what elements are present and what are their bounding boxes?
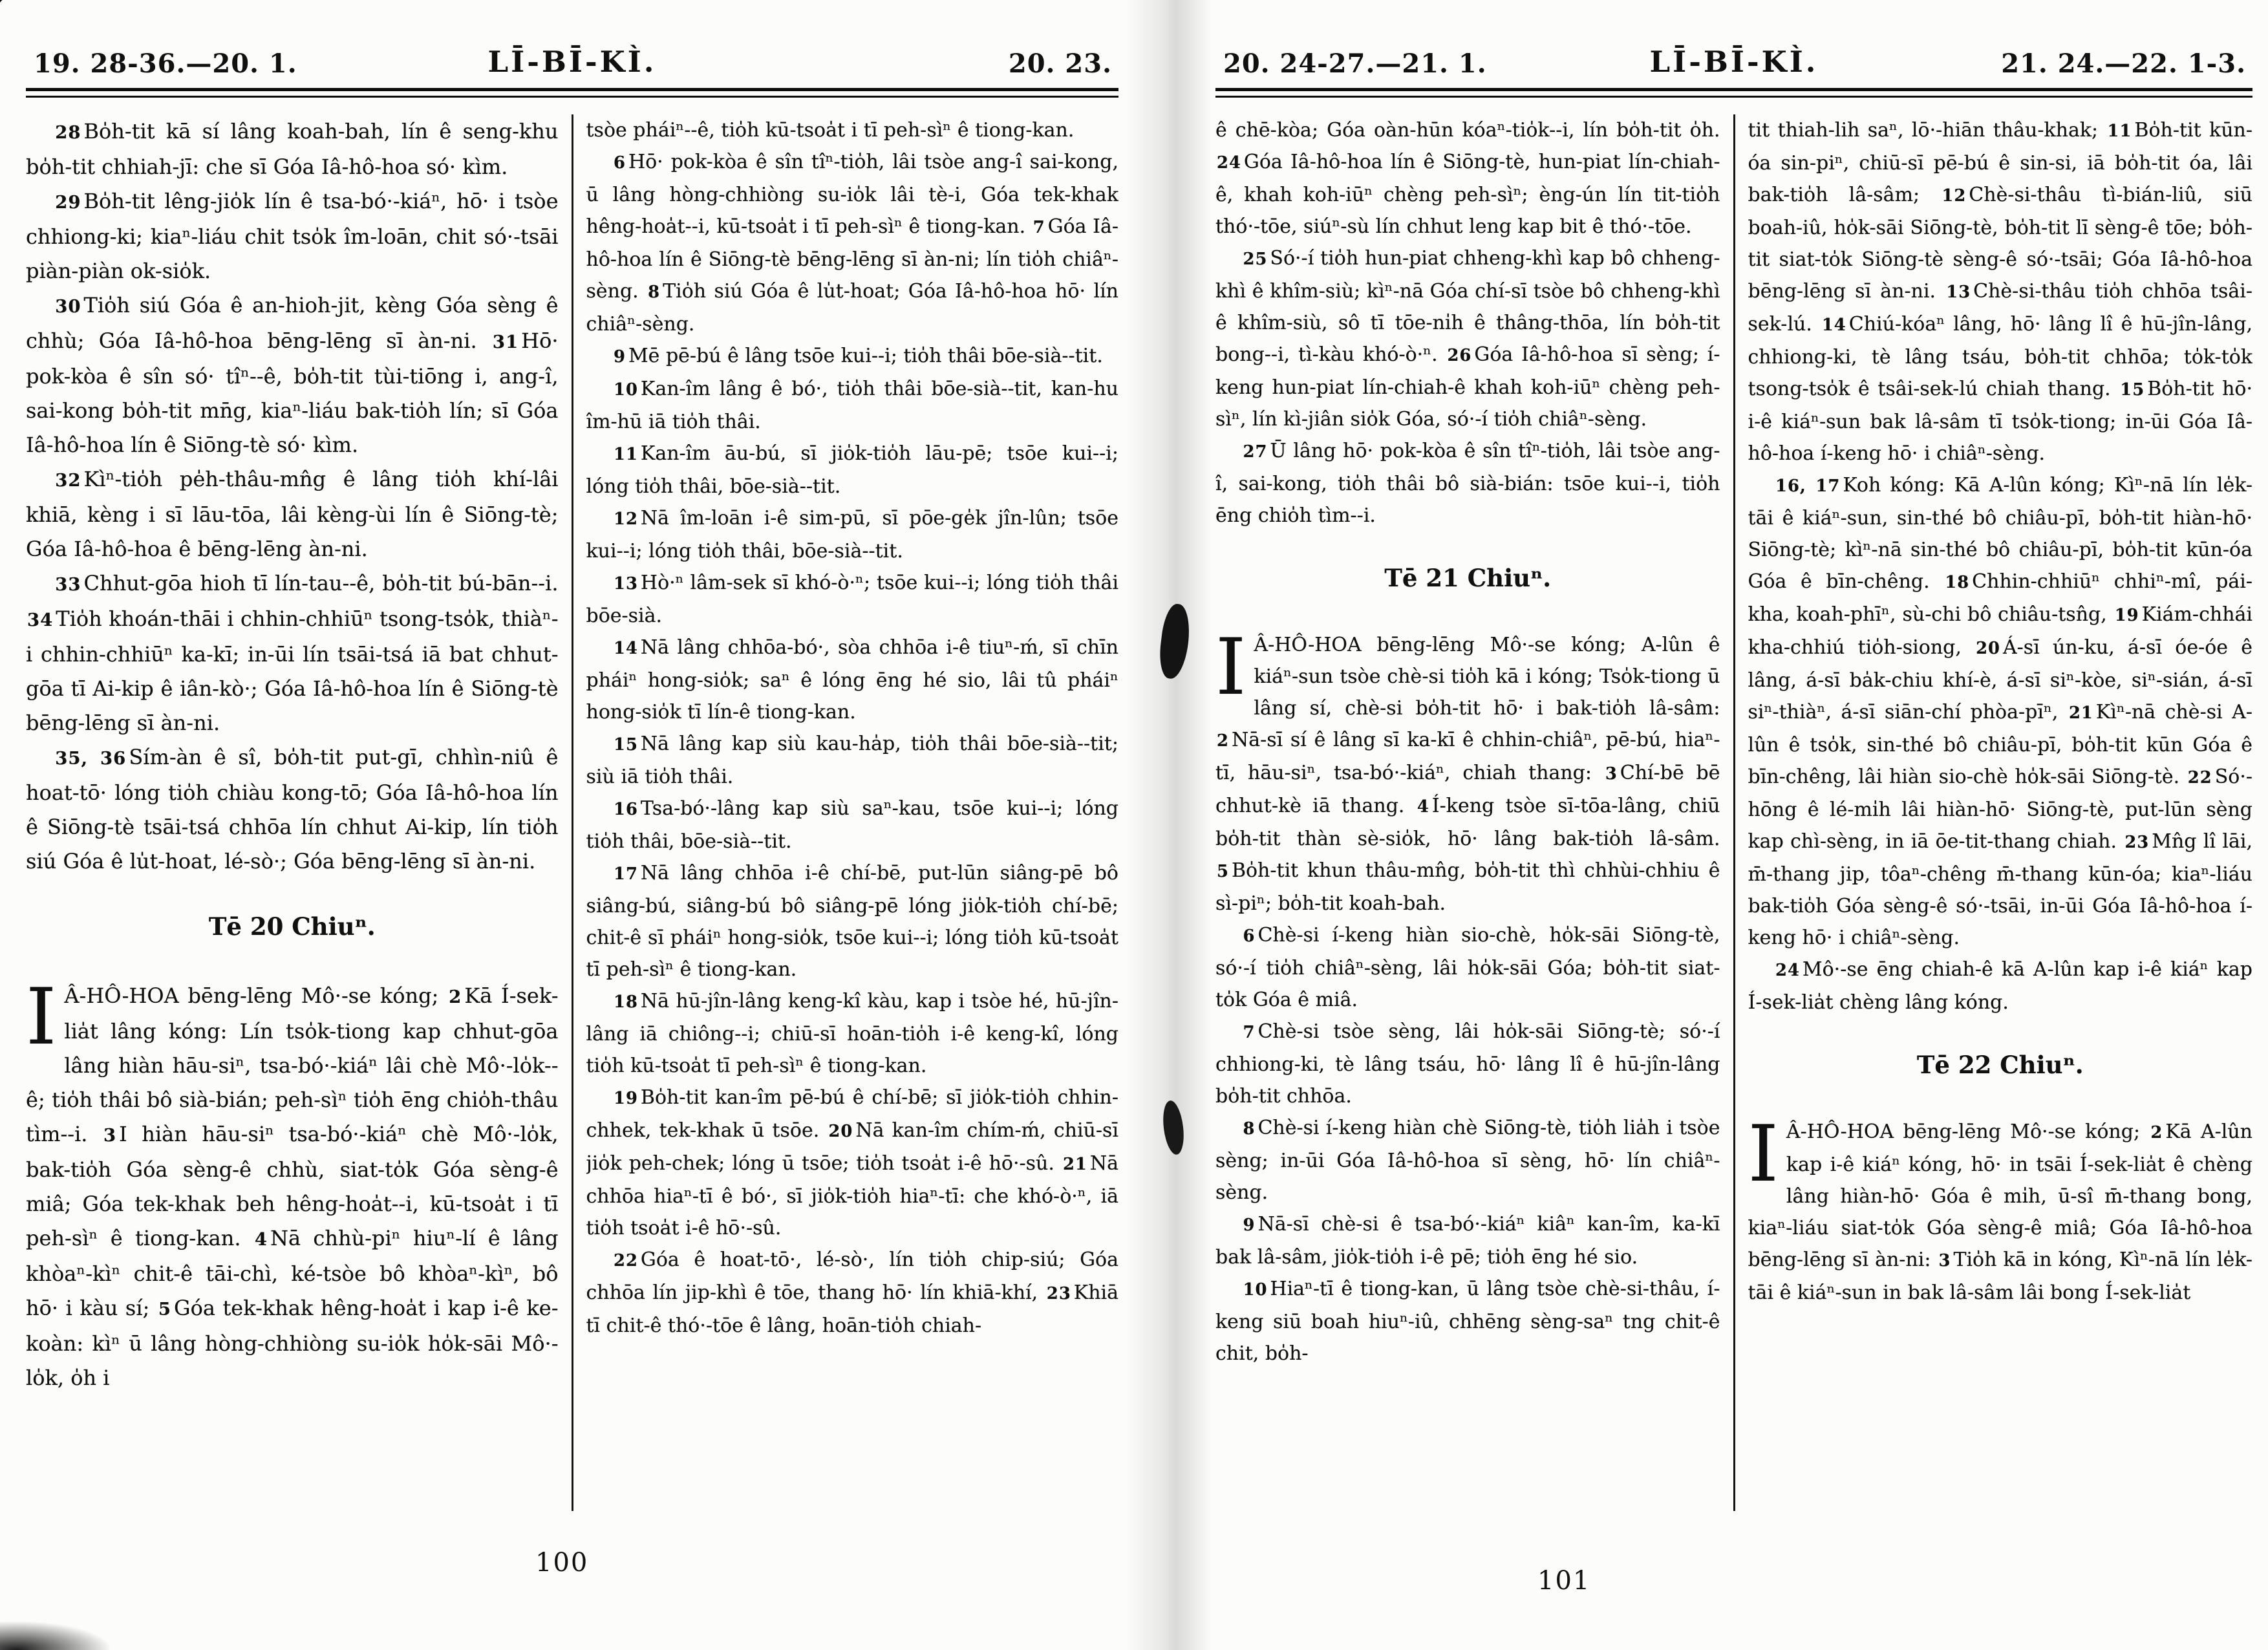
- verse-paragraph: I Â-HÔ-HOA bēng-lēng Mô·-se kóng; 2 Kā A-lûn kap i-ê kiáⁿ kóng, hō· in tsāi Í-sek-lia̍t ê chèng lâng hiàn-hō· Góa ê mi̍h, ū-sî m̄-thang bong, kiaⁿ-liáu siat-to̍k Góa sèng-ê miâ; Góa Iâ-hô-hoa bēng-lēng sī àn-ni: 3 Tio̍h kā in kóng, Kìⁿ-nā lín le̍k-tāi ê kiáⁿ-sun in bak lâ-sâm lâi bong Í-sek-lia̍t: [1748, 1109, 2252, 1304]
- verse-number: 33: [55, 574, 81, 595]
- verse-number: 18: [1945, 573, 1970, 592]
- verse-paragraph: 27 Ū lâng hō· pok-kòa ê sîn tîⁿ-tio̍h, lâi tsòe ang-î, sai-kong, tio̍h thâi bô sià-bián: tsōe kui--i, tio̍h ēng chio̍h tìm--i.: [1215, 440, 1720, 527]
- drop-cap: I: [1748, 1109, 1779, 1199]
- verse-number: 5: [1217, 862, 1229, 881]
- verse-paragraph: 24 Mô·-se ēng chiah-ê kā A-lûn kap i-ê kiáⁿ kap Í-sek-lia̍t chèng lâng kóng.: [1748, 958, 2252, 1014]
- column-left: [26, 114, 559, 1511]
- verse-paragraph: I Â-HÔ-HOA bēng-lēng Mô·-se kóng; 2 Kā Í-sek-lia̍t lâng kóng: Lín tso̍k-tiong kap chhut-gōa lâng hiàn hāu-siⁿ, tsa-bó·-kiáⁿ lâi chè Mô·-lo̍k--ê; tio̍h thâi bô sià-bián; peh-sìⁿ tio̍h ēng chio̍h-thâu tìm--i. 3 I hiàn hāu-siⁿ tsa-bó·-kiáⁿ chè Mô·-lo̍k, bak-tio̍h Góa sèng-ê chhù, siat-to̍k Góa sèng-ê miâ; Góa tek-khak beh hêng-hoa̍t--i, kū-tsoa̍t i tī peh-sìⁿ ê tiong-kan. 4 Nā chhù-piⁿ hiuⁿ-lí ê lâng khòaⁿ-kìⁿ chit-ê tāi-chì, ké-tsòe bô khòaⁿ-kìⁿ, bô hō· i kàu sí; 5 Góa tek-khak hêng-hoa̍t i kap i-ê ke-koàn: kìⁿ ū lâng hòng-chhiòng su-io̍k ho̍k-sāi Mô·-lo̍k, o̍h i: [26, 972, 559, 1390]
- book-title: LĪ-BĪ-KÌ.: [1649, 45, 1819, 79]
- chapter-heading: Tē 22 Chiuⁿ.: [1916, 1051, 2084, 1079]
- chapter-heading: Tē 21 Chiuⁿ.: [1384, 564, 1552, 592]
- verse-range-right: 20. 23.: [1008, 48, 1112, 79]
- book-title: LĪ-BĪ-KÌ.: [487, 45, 657, 79]
- verse-range-left: 19. 28-36.—20. 1.: [34, 48, 297, 79]
- verse-number: 11: [614, 445, 638, 464]
- header-double-rule: [1215, 88, 2252, 98]
- verse-number: 3: [103, 1125, 117, 1146]
- verse-number: 28: [55, 122, 81, 143]
- verse-paragraph: 10 Hiaⁿ-tī ê tiong-kan, ū lâng tsòe chè-si-thâu, í-keng siū boah hiuⁿ-iû, chhēng sèng-saⁿ tng chit-ê chit, bo̍h-: [1215, 1278, 1720, 1365]
- verse-paragraph: ê chē-kòa; Góa oàn-hūn kóaⁿ-tio̍k--i, lín bo̍h-tit o̍h. 24 Góa Iâ-hô-hoa lín ê Siōng-tè, hun-piat lín-chiah-ê, khah koh-iūⁿ chèng peh-sìⁿ; èng-ún lín tit-tio̍h thó·-tōe, siúⁿ-sù lín chhut leng kap bit ê thó·-tōe.: [1215, 119, 1720, 238]
- scan-edge-smudge: [0, 1622, 110, 1650]
- verse-paragraph: 7 Chè-si tsòe sèng, lâi ho̍k-sāi Siōng-tè; só·-í chhiong-ki, tè lâng tsáu, hō· lâng lî ê hū-jîn-lâng bo̍h-tit chhōa.: [1215, 1020, 1720, 1108]
- verse-number: 4: [1417, 797, 1429, 817]
- verse-number: 23: [2124, 833, 2150, 852]
- verse-number: 4: [254, 1229, 268, 1250]
- verse-number: 30: [55, 296, 81, 317]
- verse-paragraph: 8 Chè-si í-keng hiàn chè Siōng-tè, tio̍h lia̍h i tsòe sèng; in-ūi Góa Iâ-hô-hoa sī sèng, hō· lín chiâⁿ-sèng.: [1215, 1117, 1720, 1204]
- verse-paragraph: 25 Só·-í tio̍h hun-piat chheng-khì kap bô chheng-khì ê khîm-siù; kìⁿ-nā Góa chí-sī tsòe bô chheng-khì ê khîm-siù, sô tī tōe-ni̍h ê thâng-thōa, lín bo̍h-tit bong--i, tì-kàu khó-ò·ⁿ. 26 Góa Iâ-hô-hoa sī sèng; í-keng hun-piat lín-chiah-ê khah koh-iūⁿ chèng peh-sìⁿ, lín kì-jiân sio̍k Góa, só·-í tio̍h chiâⁿ-sèng.: [1215, 247, 1720, 431]
- verse-number: 32: [55, 470, 81, 491]
- verse-paragraph: 30 Tio̍h siú Góa ê an-hioh-jit, kèng Góa sèng ê chhù; Góa Iâ-hô-hoa bēng-lēng sī àn-ni. 31 Hō· pok-kòa ê sîn só· tîⁿ--ê, bo̍h-tit tùi-tiōng i, ang-î, sai-kong bo̍h-tit mn̄g, kiaⁿ-liáu bak-tio̍h lín; sī Góa Iâ-hô-hoa lín ê Siōng-tè só· kìm.: [26, 293, 559, 457]
- verse-number: 20: [828, 1122, 853, 1141]
- verse-number: 14: [1821, 316, 1846, 335]
- verse-number: 15: [2120, 380, 2145, 400]
- verse-paragraph: tit thiah-lih saⁿ, lō·-hiān thâu-khak; 11 Bo̍h-tit kūn-óa sin-piⁿ, chiū-sī pē-bú ê sin-si, iā bo̍h-tit óa, lâi bak-tio̍h lâ-sâm; 12 Chè-si-thâu tì-bián-liû, siū boah-iû, ho̍k-sāi Siōng-tè, bo̍h-tit lī sèng-ê tōe; bo̍h-tit siat-to̍k Siōng-tè sèng-ê só·-tsāi; Góa Iâ-hô-hoa bēng-lēng sī àn-ni. 13 Chè-si-thâu tio̍h chhōa tsâi-sek-lú. 14 Chiú-kóaⁿ lâng, hō· lâng lî ê hū-jîn-lâng, chhiong-ki, tè lâng tsáu, bo̍h-tit chhōa; to̍k-to̍k tsong-tso̍k ê tsâi-sek-lú chiah thang. 15 Bo̍h-tit hō· i-ê kiáⁿ-sun bak lâ-sâm tī tso̍k-tiong; in-ūi Góa Iâ-hô-hoa í-keng hō· i chiâⁿ-sèng.: [1748, 119, 2252, 465]
- verse-number: 24: [1775, 961, 1800, 980]
- verse-number: 21: [2068, 703, 2093, 723]
- verse-number: 13: [1946, 283, 1971, 302]
- verse-range-right: 21. 24.—22. 1-3.: [2001, 48, 2246, 79]
- verse-number: 19: [614, 1089, 638, 1108]
- page-number: 100: [535, 1548, 589, 1578]
- verse-paragraph: 12 Nā îm-loān i-ê sim-pū, sī pōe-ge̍k jîn-lûn; tsōe kui--i; lóng tio̍h thâi, bōe-sià--tit.: [586, 507, 1118, 562]
- verse-number: 35, 36: [55, 748, 127, 769]
- verse-number: 17: [614, 864, 638, 884]
- drop-cap: I: [26, 972, 57, 1062]
- verse-number: 29: [55, 192, 81, 213]
- column-divider: [1733, 114, 1735, 1511]
- verse-number: 2: [2150, 1123, 2163, 1142]
- verse-number: 16, 17: [1775, 477, 1841, 496]
- verse-paragraph: 16 Tsa-bó·-lâng kap siù saⁿ-kau, tsōe kui--i; lóng tio̍h thâi, bōe-sià--tit.: [586, 797, 1118, 853]
- verse-number: 26: [1447, 346, 1472, 365]
- column-divider: [572, 114, 573, 1511]
- verse-number: 22: [614, 1251, 638, 1270]
- verse-number: 19: [2114, 606, 2139, 625]
- verse-number: 8: [648, 283, 661, 302]
- drop-cap: I: [1215, 623, 1246, 712]
- page-left: [26, 17, 1118, 1578]
- verse-paragraph: 6 Hō· pok-kòa ê sîn tîⁿ-tio̍h, lâi tsòe ang-î sai-kong, ū lâng hòng-chhiòng su-io̍k lâi tè-i, Góa tek-khak hêng-hoa̍t--i, kū-tsoa̍t i tī peh-sìⁿ ê tiong-kan. 7 Góa Iâ-hô-hoa lín ê Siōng-tè bēng-lēng sī àn-ni; lín tio̍h chiâⁿ-sèng. 8 Tio̍h siú Góa ê lu̍t-hoat; Góa Iâ-hô-hoa hō· lín chiâⁿ-sèng.: [586, 151, 1118, 336]
- verse-paragraph: 28 Bo̍h-tit kā sí lâng koah-bah, lín ê seng-khu bo̍h-tit chhiah-jī: che sī Góa Iâ-hô-hoa só· kìm.: [26, 119, 559, 179]
- verse-number: 9: [614, 347, 626, 367]
- verse-paragraph: 14 Nā lâng chhōa-bó·, sòa chhōa i-ê tiuⁿ-ḿ, sī chīn pháiⁿ hong-sio̍k; saⁿ ê lóng ēng hé sio, lâi tû pháiⁿ hong-sio̍k tī lín-ê tiong-kan.: [586, 636, 1118, 723]
- verse-paragraph: 10 Kan-îm lâng ê bó·, tio̍h thâi bōe-sià--tit, kan-hu îm-hū iā tio̍h thâi.: [586, 378, 1118, 433]
- column-right: [586, 114, 1119, 1511]
- verse-number: 34: [27, 610, 54, 630]
- chapter-heading: Tē 20 Chiuⁿ.: [208, 912, 376, 941]
- verse-paragraph: 29 Bo̍h-tit lêng-jio̍k lín ê tsa-bó·-kiáⁿ, hō· i tsòe chhiong-ki; kiaⁿ-liáu chit tso̍k îm-loān, chit só·-tsāi piàn-piàn ok-sio̍k.: [26, 189, 559, 283]
- verse-paragraph: tsòe pháiⁿ--ê, tio̍h kū-tsoa̍t i tī peh-sìⁿ ê tiong-kan.: [586, 119, 1075, 142]
- text-columns: [1215, 114, 2252, 1511]
- verse-number: 15: [614, 735, 638, 755]
- verse-paragraph: 9 Nā-sī chè-si ê tsa-bó·-kiáⁿ kiâⁿ kan-îm, ka-kī bak lâ-sâm, jio̍k-tio̍h i-ê pē; tio̍h ēng hé sio.: [1215, 1213, 1720, 1269]
- verse-number: 5: [158, 1299, 172, 1320]
- verse-number: 7: [1032, 218, 1045, 237]
- verse-number: 25: [1243, 250, 1268, 269]
- verse-paragraph: 11 Kan-îm āu-bú, sī jio̍k-tio̍h lāu-pē; tsōe kui--i; lóng tio̍h thâi, bōe-sià--tit.: [586, 442, 1118, 498]
- verse-number: 7: [1243, 1023, 1256, 1042]
- verse-paragraph: 6 Chè-si í-keng hiàn sio-chè, ho̍k-sāi Siōng-tè, só·-í tio̍h chiâⁿ-sèng, lâi ho̍k-sāi Góa; bo̍h-tit siat-to̍k Góa ê miâ.: [1215, 924, 1720, 1011]
- verse-range-left: 20. 24-27.—21. 1.: [1223, 48, 1487, 79]
- column-right: [1748, 114, 2253, 1511]
- verse-number: 24: [1217, 153, 1241, 173]
- verse-number: 9: [1243, 1216, 1256, 1235]
- text-columns: [26, 114, 1118, 1511]
- verse-paragraph: 17 Nā lâng chhōa i-ê chí-bē, put-lūn siâng-pē bô siâng-bú, siâng-bú bô siâng-pē lóng jio̍k-tio̍h chí-bē; chit-ê sī pháiⁿ hong-sio̍k, tsōe kui--i; lóng tio̍h kū-tsoa̍t tī peh-sìⁿ ê tiong-kan.: [586, 862, 1118, 981]
- verse-number: 8: [1243, 1119, 1256, 1139]
- verse-number: 12: [614, 509, 638, 529]
- verse-paragraph: 16, 17 Koh kóng: Kā A-lûn kóng; Kìⁿ-nā lín le̍k-tāi ê kiáⁿ-sun, sin-thé bô chiâu-pī, bo̍h-tit hiàn-hō· Siōng-tè; kìⁿ-nā sin-thé bô chiâu-pī, bo̍h-tit kūn-óa Góa ê bīn-chêng. 18 Chhin-chhiūⁿ chhiⁿ-mî, pái-kha, koah-phīⁿ, sù-chi bô chiâu-tsn̂g, 19 Kiám-chhái kha-chhiú tio̍h-siong, 20 Á-sī ún-ku, á-sī óe-óe ê lâng, á-sī ba̍k-chiu khí-è, á-sī siⁿ-kòe, siⁿ-sián, á-sī siⁿ-thiàⁿ, á-sī siān-chí phòa-pīⁿ, 21 Kìⁿ-nā chè-si A-lûn ê tso̍k, sin-thé bô chiâu-pī, bo̍h-tit kūn Góa ê bīn-chêng, lâi hiàn sio-chè ho̍k-sāi Siōng-tè. 22 Só·-hōng ê lé-mi̍h lâi hiàn-hō· Siōng-tè, put-lūn sèng kap chì-sèng, in iā ōe-tit-thang chiah. 23 Mn̂g lî lāi, m̄-thang jip, tôaⁿ-chêng m̄-thang kūn-óa; kiaⁿ-liáu bak-tio̍h Góa sèng-ê só·-tsāi, in-ūi Góa Iâ-hô-hoa í-keng hō· i chiâⁿ-sèng.: [1748, 474, 2252, 949]
- verse-number: 21: [1062, 1155, 1087, 1174]
- verse-paragraph: 19 Bo̍h-tit kan-îm pē-bú ê chí-bē; sī jio̍k-tio̍h chhin-chhek, tek-khak ū tsōe. 20 Nā kan-îm chím-ḿ, chiū-sī jio̍k peh-chek; lóng ū tsōe; tio̍h tsoa̍t i-ê hō·-sû. 21 Nā chhōa hiaⁿ-tī ê bó·, sī jio̍k-tio̍h hiaⁿ-tī: che khó-ò·ⁿ, iā tio̍h tsoa̍t i-ê hō·-sû.: [586, 1086, 1118, 1239]
- verse-paragraph: 9 Mē pē-bú ê lâng tsōe kui--i; tio̍h thâi bōe-sià--tit.: [614, 345, 1103, 367]
- verse-number: 13: [614, 574, 638, 594]
- verse-paragraph: 13 Hò·ⁿ lâm-sek sī khó-ò·ⁿ; tsōe kui--i; lóng tio̍h thâi bōe-sià.: [586, 572, 1118, 627]
- verse-number: 6: [1243, 927, 1256, 946]
- verse-paragraph: 35, 36 Sím-àn ê sî, bo̍h-tit put-gī, chhìn-niû ê hoat-tō· lóng tio̍h chiàu kong-tō; Góa Iâ-hô-hoa lín ê Siōng-tè tsāi-tsá chhōa lín chhut Ai-kip, lín tio̍h siú Góa ê lu̍t-hoat, lé-sò·; Góa bēng-lēng sī àn-ni.: [26, 745, 559, 873]
- verse-number: 3: [1938, 1251, 1951, 1270]
- verse-number: 23: [1046, 1284, 1071, 1303]
- verse-paragraph: 15 Nā lâng kap siù kau-ha̍p, tio̍h thâi bōe-sià--tit; siù iā tio̍h thâi.: [586, 733, 1118, 788]
- verse-number: 31: [492, 332, 519, 352]
- verse-number: 11: [2107, 122, 2132, 141]
- verse-number: 2: [1217, 731, 1229, 751]
- verse-number: 18: [614, 992, 638, 1012]
- verse-paragraph: 32 Kìⁿ-tio̍h pe̍h-thâu-mn̂g ê lâng tio̍h khí-lâi khiā, kèng i sī lāu-tōa, lâi kèng-ùi lín ê Siōng-tè; Góa Iâ-hô-hoa ê bēng-lēng àn-ni.: [26, 467, 559, 561]
- verse-number: 2: [449, 987, 462, 1007]
- verse-paragraph: 33 Chhut-gōa hioh tī lín-tau--ê, bo̍h-tit bú-bān--i. 34 Tio̍h khoán-thāi i chhin-chhiūⁿ tsong-tso̍k, thiàⁿ-i chhin-chhiūⁿ ka-kī; in-ūi lín tsāi-tsá iā bat chhut-gōa tī Ai-kip ê iân-kò·; Góa Iâ-hô-hoa lín ê Siōng-tè bēng-lēng sī àn-ni.: [26, 571, 559, 735]
- page-number: 101: [1537, 1566, 1591, 1596]
- binding-gutter-shadow: [1126, 0, 1212, 1650]
- verse-paragraph: I Â-HÔ-HOA bēng-lēng Mô·-se kóng; A-lûn ê kiáⁿ-sun tsòe chè-si tio̍h kā i kóng; Tso̍k-tiong ū lâng sí, chè-si bo̍h-tit hō· i bak-tio̍h lâ-sâm: 2 Nā-sī sí ê lâng sī ka-kī ê chhin-chiâⁿ, pē-bú, hiaⁿ-tī, hāu-siⁿ, tsa-bó·-kiáⁿ, chiah thang: 3 Chí-bē bē chhut-kè iā thang. 4 Í-keng tsòe sī-tōa-lâng, chiū bo̍h-tit thàn sè-sio̍k, hō· lâng bak-tio̍h lâ-sâm. 5 Bo̍h-tit khun thâu-mn̂g, bo̍h-tit thì chhùi-chhiu ê sì-piⁿ; bo̍h-tit koah-bah.: [1215, 623, 1720, 915]
- page-left-header: [26, 17, 1118, 79]
- header-double-rule: [26, 88, 1118, 98]
- verse-number: 20: [1976, 639, 2000, 658]
- verse-number: 10: [1243, 1280, 1268, 1300]
- page-right: [1215, 17, 2252, 1596]
- verse-number: 10: [614, 380, 638, 400]
- verse-paragraph: 22 Góa ê hoat-tō·, lé-sò·, lín tio̍h chip-siú; Góa chhōa lín jip-khì ê tōe, thang hō· lín khiā-khí, 23 Khiā tī chit-ê thó·-tōe ê lâng, hoān-tio̍h chiah-: [586, 1248, 1118, 1337]
- page-right-header: [1215, 17, 2252, 79]
- verse-number: 3: [1605, 764, 1618, 784]
- verse-number: 14: [614, 639, 638, 658]
- verse-number: 16: [614, 800, 638, 819]
- verse-number: 12: [1942, 186, 1967, 206]
- column-left: [1215, 114, 1720, 1511]
- verse-number: 6: [614, 153, 626, 173]
- verse-number: 22: [2187, 768, 2212, 788]
- verse-number: 27: [1243, 442, 1268, 462]
- verse-paragraph: 18 Nā hū-jîn-lâng keng-kî kàu, kap i tsòe hé, hū-jîn-lâng iā chiông--i; chiū-sī hoān-tio̍h i-ê keng-kî, lóng tio̍h kū-tsoa̍t tī peh-sìⁿ ê tiong-kan.: [586, 990, 1118, 1077]
